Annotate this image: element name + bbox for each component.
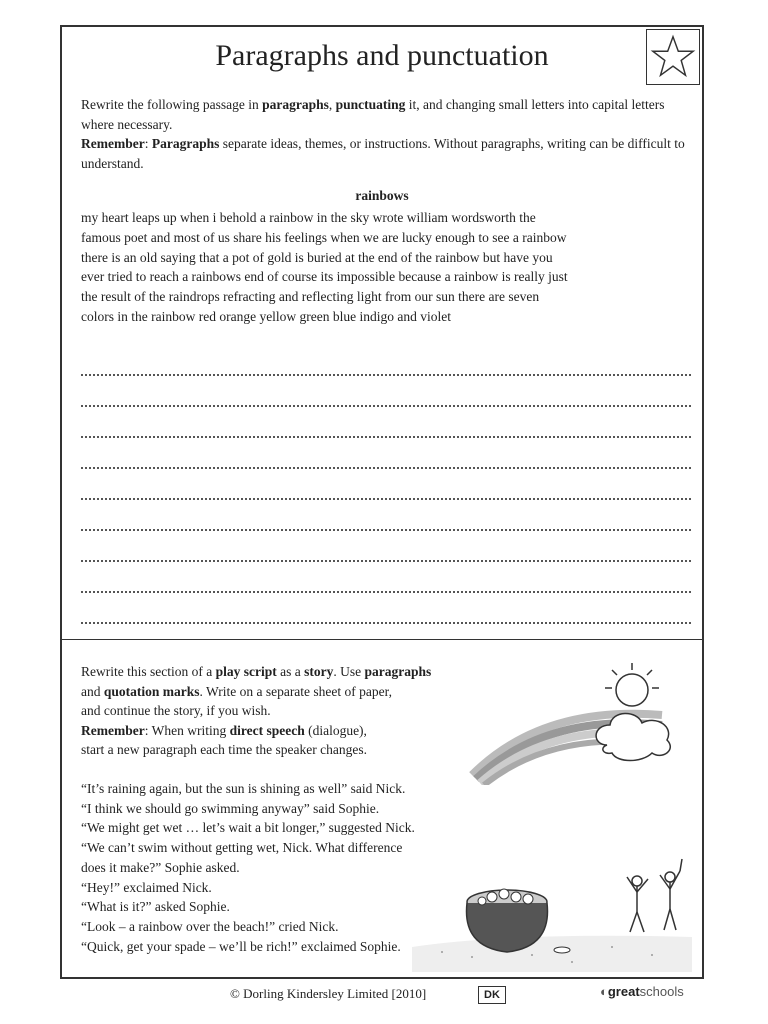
dialogue-block [81, 779, 521, 956]
passage-heading: rainbows [355, 188, 409, 203]
page-title: Paragraphs and punctuation [215, 39, 549, 72]
dialogue-line: does it make?” Sophie asked. [81, 859, 240, 875]
passage-line: there is an old saying that a pot of gold is buried at the end of the rainbow but have you [81, 249, 553, 265]
writing-line[interactable] [81, 469, 691, 500]
writing-line[interactable] [81, 500, 691, 531]
dialogue-line: “I think we should go swimming anyway” said Sophie. [81, 800, 380, 816]
writing-line[interactable] [81, 562, 691, 593]
writing-line[interactable] [81, 407, 691, 438]
dialogue-line: “What is it?” asked Sophie. [81, 899, 230, 915]
greatschools-swirl-icon: ◐ [600, 984, 608, 999]
writing-line[interactable] [81, 531, 691, 562]
star-icon [647, 30, 699, 84]
star-badge [646, 29, 700, 85]
dialogue-line: “It’s raining again, but the sun is shining as well” said Nick. [81, 781, 406, 796]
dialogue-line: “Hey!” exclaimed Nick. [81, 879, 212, 895]
copyright-text: © Dorling Kindersley Limited [2010] [230, 986, 427, 1001]
dk-logo: DK [478, 986, 506, 1004]
writing-line[interactable] [81, 345, 691, 376]
instructions-playscript: Rewrite this section of a play script as a story. Use paragraphs and quotation marks. Write on a separate sheet of paper, and continue the story, if you wish. Remember: When writing direct speech (dialogue), start a new paragraph each time the speaker changes. [81, 664, 432, 757]
passage-text [81, 208, 693, 327]
writing-line[interactable] [81, 438, 691, 469]
dialogue-line: “We can’t swim without getting wet, Nick. What difference [81, 840, 403, 856]
passage-line: famous poet and most of us share his feelings when we are lucky enough to see a rainbow [81, 229, 567, 245]
dialogue-line: “We might get wet … let’s wait a bit longer,” suggested Nick. [81, 820, 415, 836]
worksheet [60, 25, 704, 979]
greatschools-logo: ◐greatschools [600, 984, 684, 999]
passage-line: my heart leaps up when i behold a rainbow in the sky wrote william wordsworth the [81, 210, 536, 225]
instructions-passage: Rewrite the following passage in paragraphs, punctuating it, and changing small letters into capital letters where necessary. Remember: Paragraphs separate ideas, themes, or instructions. Without paragraphs, writing can be difficult to understand. [81, 97, 685, 171]
writing-area[interactable] [81, 345, 691, 624]
passage-line: colors in the rainbow red orange yellow green blue indigo and violet [81, 308, 452, 324]
page-footer [0, 984, 768, 1008]
writing-line[interactable] [81, 376, 691, 407]
section-divider [62, 639, 702, 640]
writing-line[interactable] [81, 593, 691, 624]
passage-line: ever tried to reach a rainbows end of course its impossible because a rainbow is really just [81, 269, 568, 285]
rainbow-cloud-illustration [462, 655, 682, 785]
passage-line: the result of the raindrops refracting and reflecting light from our sun there are seven [81, 289, 540, 305]
dialogue-line: “Look – a rainbow over the beach!” cried Nick. [81, 918, 339, 934]
dialogue-line: “Quick, get your spade – we’ll be rich!” exclaimed Sophie. [81, 938, 401, 954]
